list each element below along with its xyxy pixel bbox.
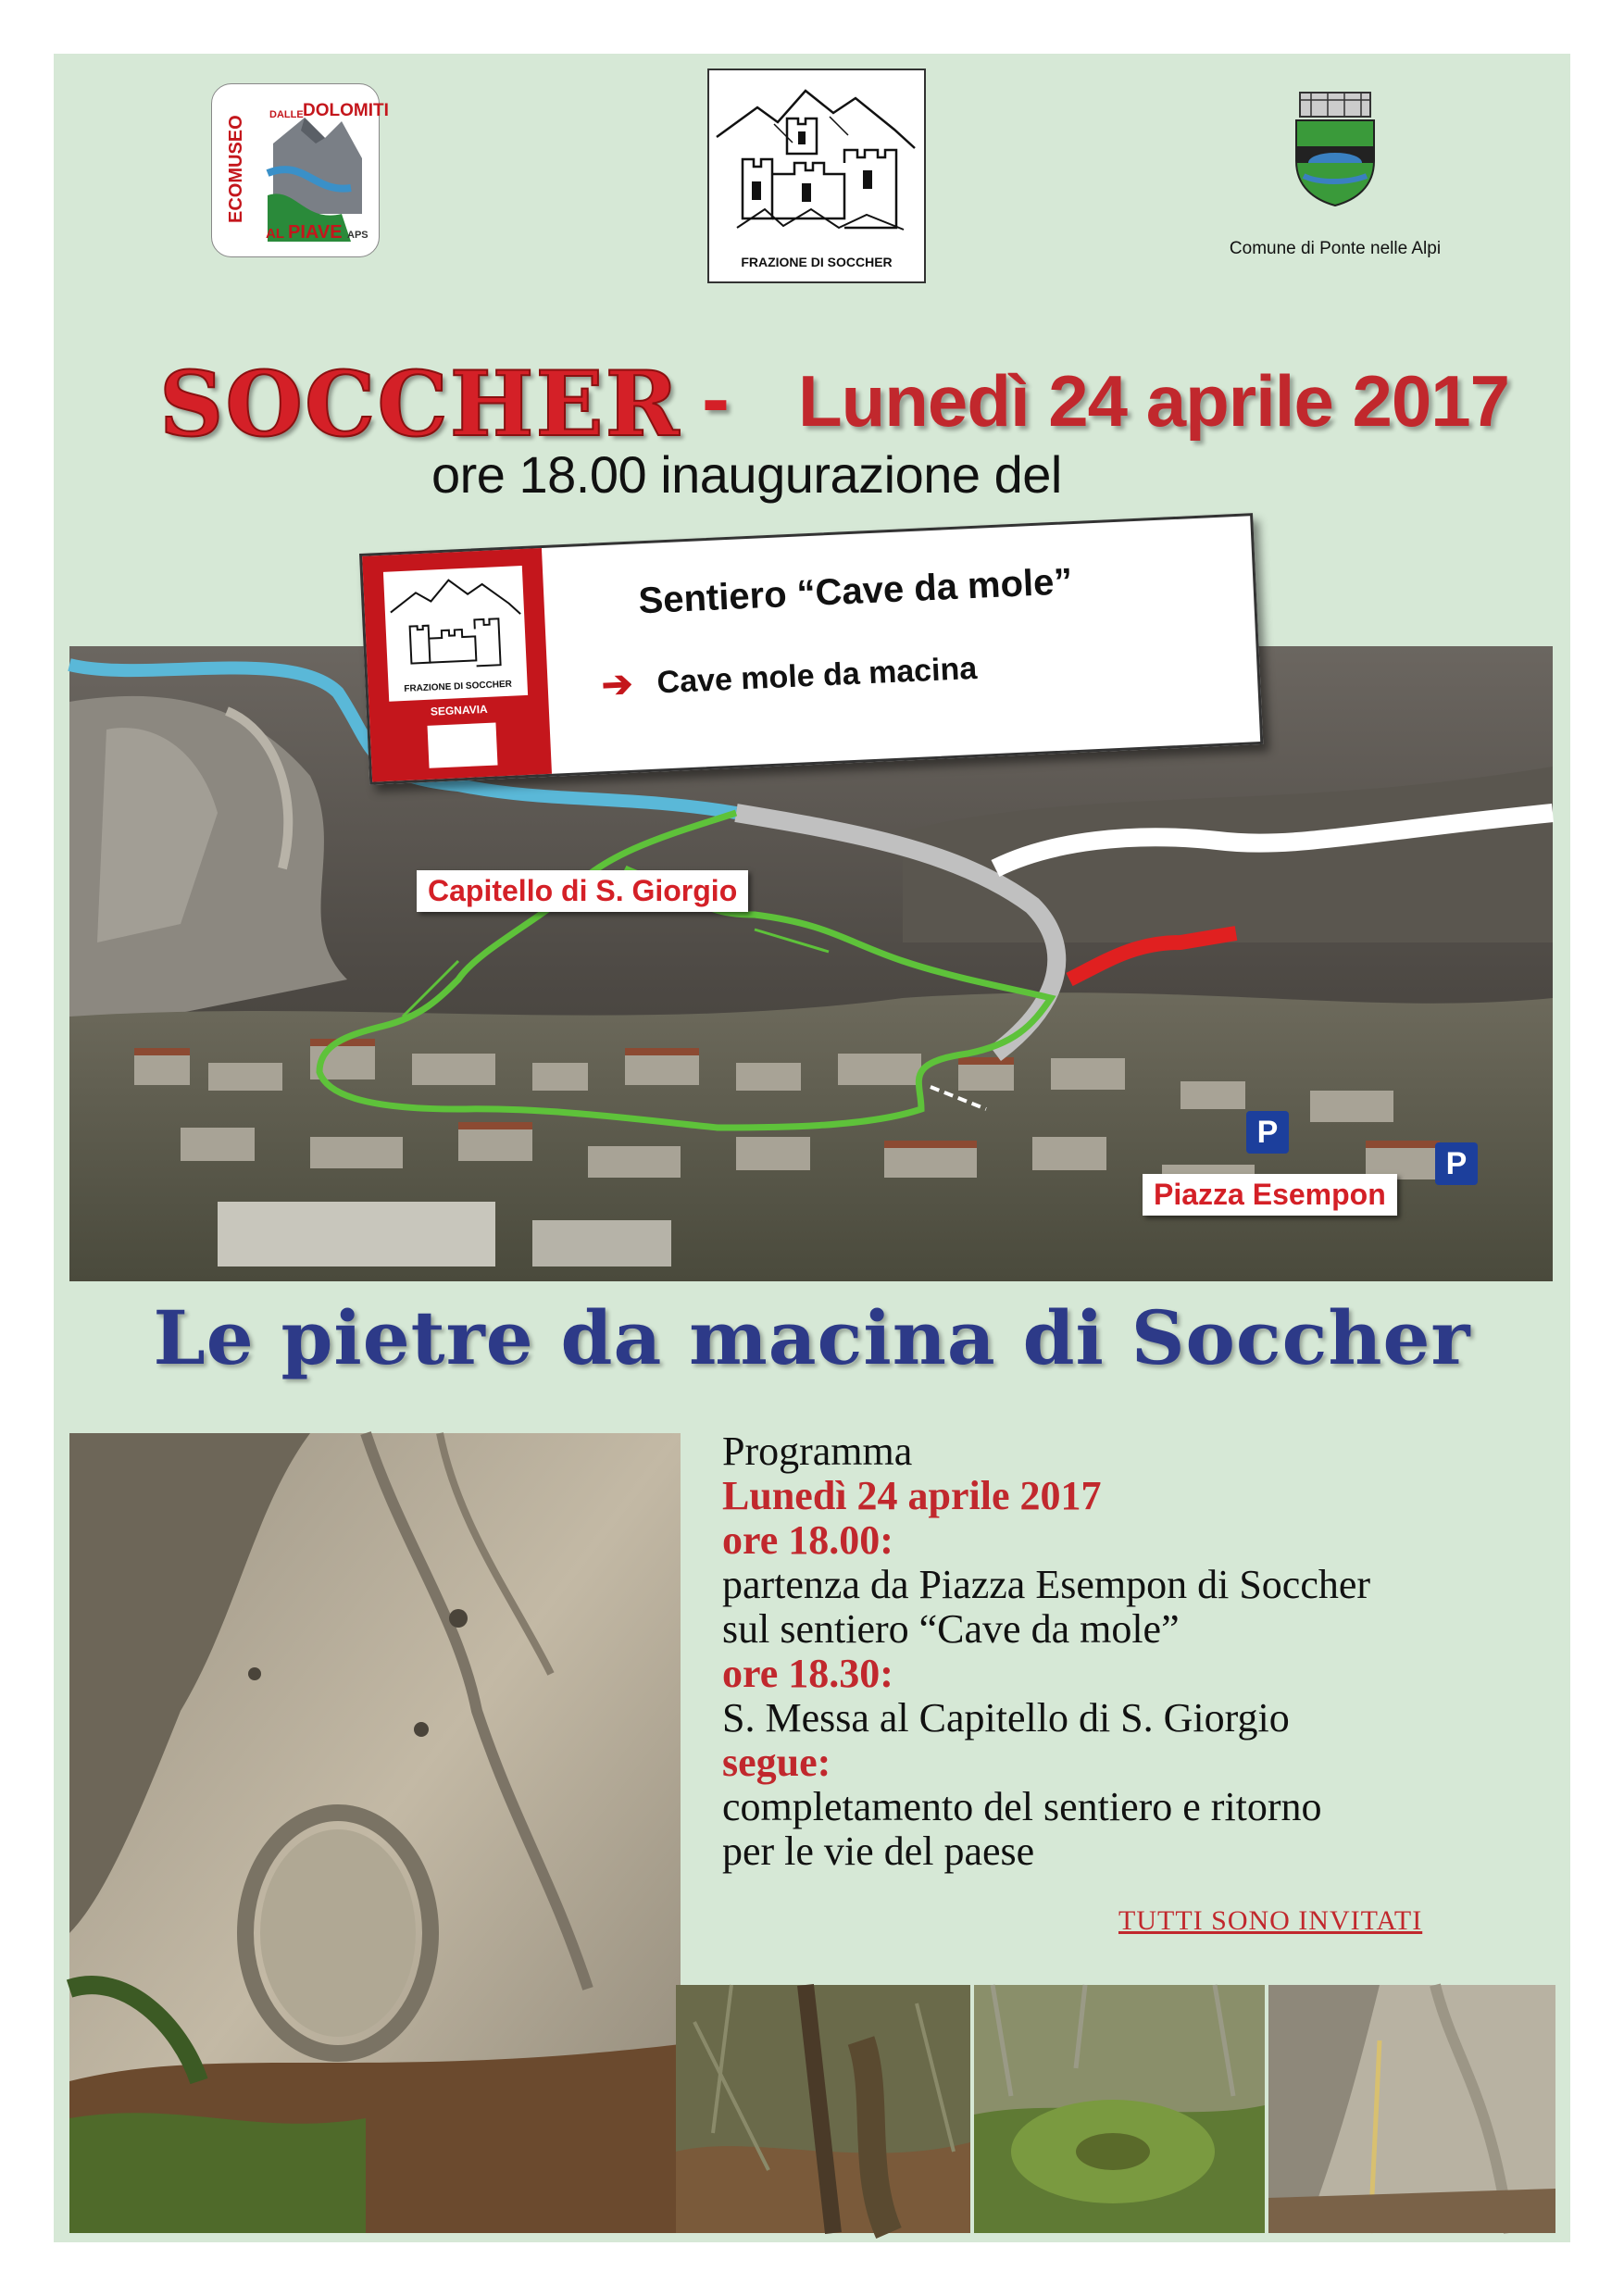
- sign-frazione-logo: [383, 566, 528, 702]
- parking-icon: P: [1246, 1111, 1289, 1154]
- comune-label: Comune di Ponte nelle Alpi: [1229, 239, 1442, 258]
- programme-text-3a: completamento del sentiero e ritorno: [722, 1784, 1322, 1829]
- headline-date: Lunedì 24 aprile 2017: [798, 360, 1510, 442]
- poster: [54, 54, 1570, 2242]
- programme-time-3: segue:: [722, 1740, 831, 1785]
- place-name: SOCCHER: [159, 352, 681, 456]
- programme-heading: Programma: [722, 1429, 913, 1474]
- programme-text-2: S. Messa al Capitello di S. Giorgio: [722, 1695, 1290, 1741]
- rock-photo-3: [1268, 1985, 1555, 2233]
- programme-time-2: ore 18.30:: [722, 1651, 893, 1696]
- headline-dash: -: [702, 353, 730, 445]
- trail-sign: [359, 513, 1263, 785]
- forest-photo-1: [676, 1985, 970, 2233]
- arrow-right-icon: ➔: [600, 663, 634, 706]
- invite-text: TUTTI SONO INVITATI: [1118, 1905, 1423, 1936]
- forest-photo-2: [974, 1985, 1265, 2233]
- programme-text-1b: sul sentiero “Cave da mole”: [722, 1606, 1180, 1652]
- frazione-logo: [707, 69, 926, 283]
- svg-text:FRAZIONE DI SOCCHER: FRAZIONE DI SOCCHER: [404, 679, 513, 694]
- capitello-label: Capitello di S. Giorgio: [417, 870, 748, 912]
- piazza-label: Piazza Esempon: [1143, 1174, 1397, 1216]
- svg-text:ECOMUSEO: ECOMUSEO: [226, 115, 246, 223]
- svg-text:DOLOMITI: DOLOMITI: [303, 101, 389, 120]
- subtitle: ore 18.00 inaugurazione del: [431, 445, 1062, 504]
- millstone-rock-photo: [69, 1433, 681, 2233]
- sign-destination: Cave mole da macina: [656, 650, 978, 701]
- comune-coat-of-arms-icon: [1291, 87, 1380, 207]
- svg-text:FRAZIONE DI SOCCHER: FRAZIONE DI SOCCHER: [741, 255, 893, 269]
- sign-title: Sentiero “Cave da mole”: [637, 561, 1074, 622]
- svg-text:AL: AL: [266, 226, 284, 242]
- programme-time-1: ore 18.00:: [722, 1517, 893, 1563]
- svg-text:PIAVE: PIAVE: [288, 222, 343, 243]
- sign-white-box: [428, 723, 498, 768]
- svg-text:APS: APS: [347, 230, 369, 241]
- programme: [722, 1429, 1537, 1874]
- programme-text-3b: per le vie del paese: [722, 1828, 1035, 1874]
- sign-segnavia-label: SEGNAVIA: [430, 702, 488, 718]
- ecomuseo-logo: [211, 83, 389, 257]
- programme-date: Lunedì 24 aprile 2017: [722, 1473, 1102, 1518]
- headline: [109, 352, 1554, 454]
- parking-icon: P: [1435, 1142, 1478, 1185]
- svg-text:DALLE: DALLE: [269, 109, 304, 120]
- programme-text-1a: partenza da Piazza Esempon di Soccher: [722, 1562, 1371, 1607]
- main-title: Le pietre da macina di Soccher: [153, 1294, 1471, 1381]
